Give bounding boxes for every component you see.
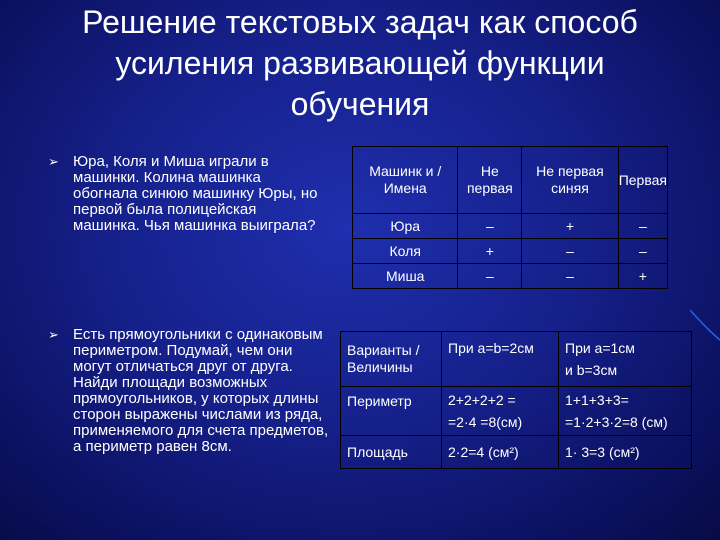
cell-line: 1+1+3+3= <box>565 392 629 408</box>
table-header-cell: Не первая <box>458 147 522 214</box>
table-cell: 2·2=4 (см²) <box>442 436 559 469</box>
table-cell: Площадь <box>341 436 442 469</box>
title-line: усиления развивающей функции <box>115 45 605 81</box>
cars-logic-table <box>352 146 668 289</box>
table-cell: 1· 3=3 (см²) <box>559 436 692 469</box>
cell-line: При а=b=2см <box>448 340 534 356</box>
arrow-bullet-icon: ➢ <box>48 327 59 342</box>
decorative-swoosh-line <box>690 300 720 380</box>
table-row <box>353 214 668 239</box>
cell-line: 2+2+2+2 = <box>448 392 516 408</box>
table-cell: – <box>618 214 667 239</box>
table-cell: – <box>618 239 667 264</box>
table-cell: – <box>522 264 618 289</box>
table-header-cell <box>559 332 692 387</box>
table-row <box>353 239 668 264</box>
table-cell: – <box>458 264 522 289</box>
slide-title <box>20 2 700 125</box>
table-header-row <box>353 147 668 214</box>
table-row <box>341 436 692 469</box>
bullet-text: Есть прямоугольники с одинаковым периметром. Подумай, чем они могут отличаться друг от друга. Найди площади возможных прямоугольников, у которых длины сторон выражены числами из ряда, применяемого для счета предметов, а периметр равен 8см. <box>73 326 329 455</box>
cell-line: =2·4 =8(см) <box>448 414 523 430</box>
table-header-cell <box>442 332 559 387</box>
table-cell: + <box>618 264 667 289</box>
table-cell: – <box>458 214 522 239</box>
table-header-cell: Не первая синяя <box>522 147 618 214</box>
table-header-row <box>341 332 692 387</box>
table-header-cell: Варианты / Величины <box>341 332 442 387</box>
arrow-bullet-icon: ➢ <box>48 154 59 169</box>
table-cell: Миша <box>353 264 458 289</box>
table-cell: Коля <box>353 239 458 264</box>
table-cell: Периметр <box>341 387 442 436</box>
title-line: Решение текстовых задач как способ <box>82 4 638 40</box>
table-cell <box>442 387 559 436</box>
table-cell: + <box>458 239 522 264</box>
cell-line: и b=3см <box>565 362 618 378</box>
rectangles-table <box>340 331 692 469</box>
bullet-text: Юра, Коля и Миша играли в машинки. Колина машинка обогнала синюю машинку Юры, но первой была полицейская машинка. Чья машинка выиграла? <box>73 153 318 234</box>
table-cell: – <box>522 239 618 264</box>
cell-line: При а=1см <box>565 340 635 356</box>
table-cell <box>559 387 692 436</box>
table-row <box>341 387 692 436</box>
table-cell: Юра <box>353 214 458 239</box>
table-header-cell: Первая <box>618 147 667 214</box>
table-cell: + <box>522 214 618 239</box>
problem-bullet-2 <box>48 327 338 517</box>
table-header-cell: Машинк и / Имена <box>353 147 458 214</box>
title-line: обучения <box>290 86 430 122</box>
problem-bullet-1 <box>48 154 348 264</box>
cell-line: =1·2+3·2=8 (см) <box>565 414 668 430</box>
table-row <box>353 264 668 289</box>
